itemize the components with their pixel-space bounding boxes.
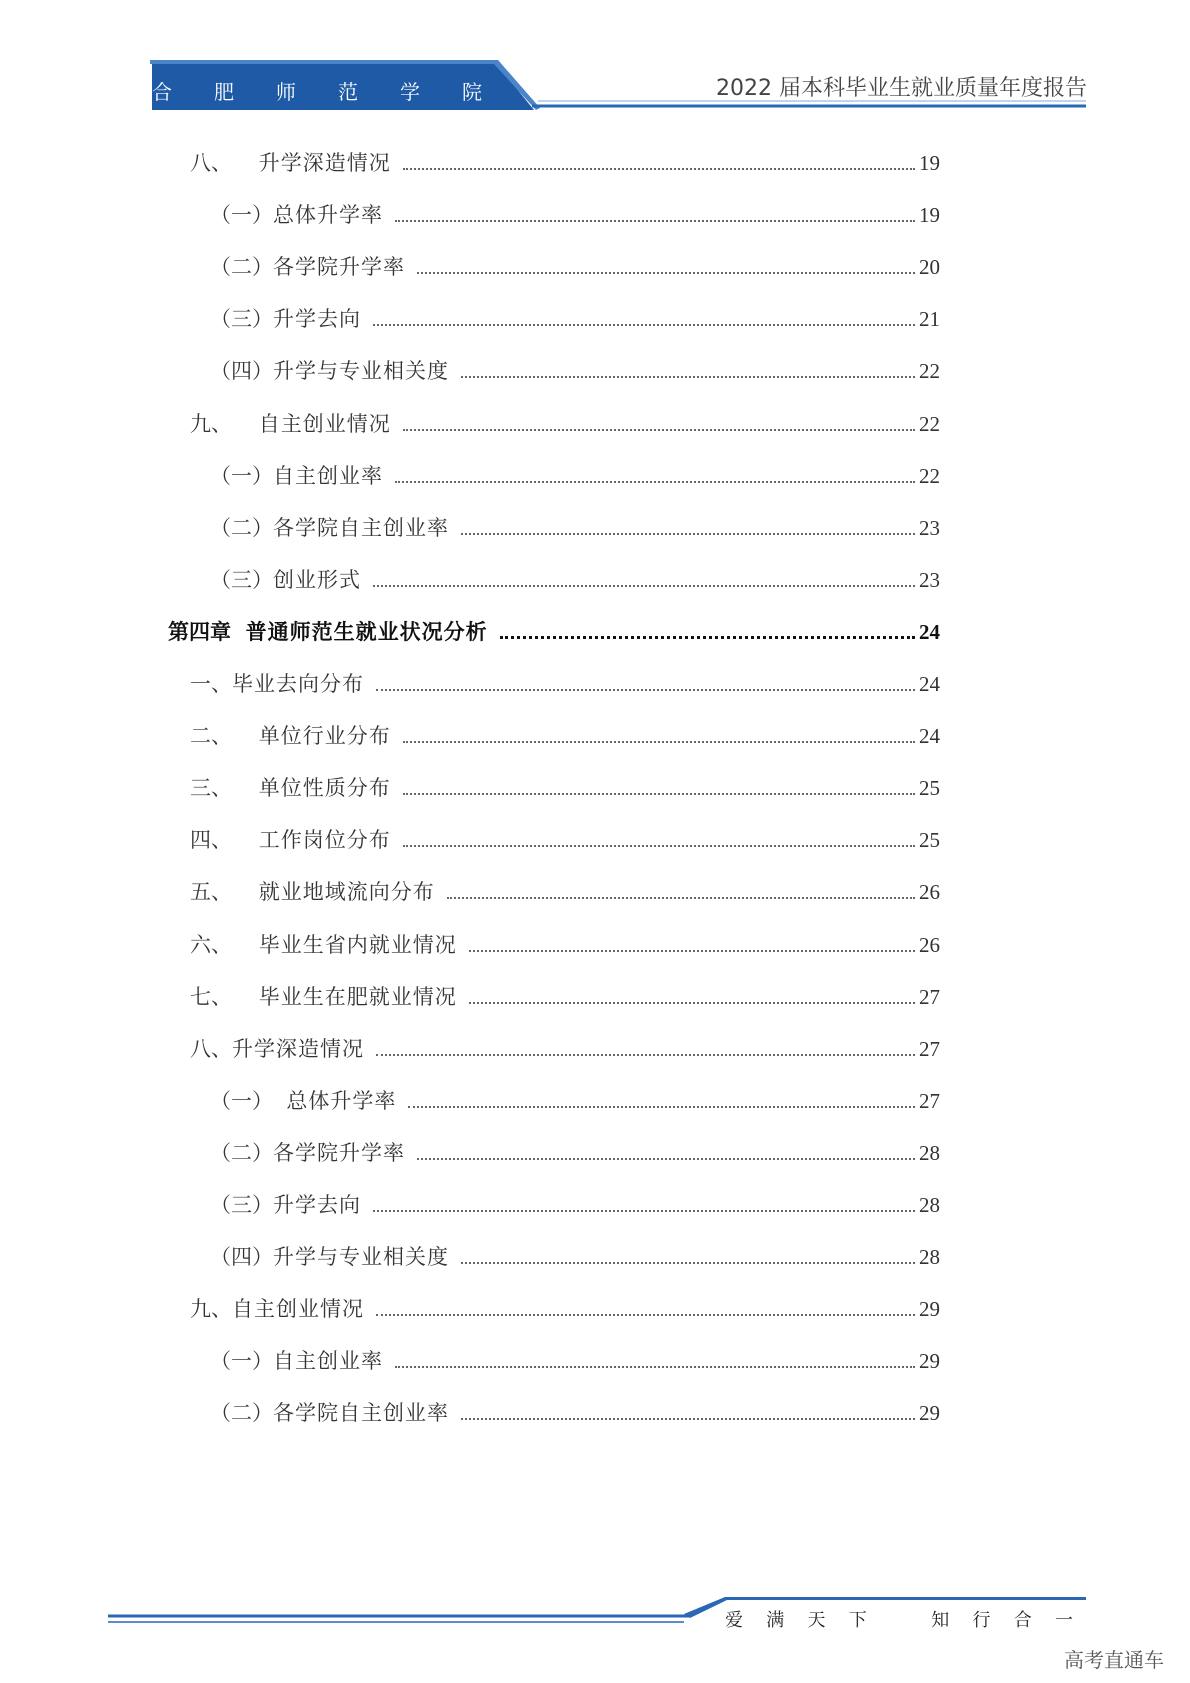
school-name-char: 院 — [462, 80, 482, 104]
toc-entry-number: 第四章 — [168, 618, 246, 644]
motto — [725, 1606, 1075, 1632]
toc-entry-page: 23 — [919, 567, 940, 592]
toc-entry-label: 各学院升学率 — [273, 255, 405, 280]
toc-entry-page: 29 — [919, 1297, 940, 1322]
school-name-char: 肥 — [214, 80, 234, 104]
toc-entry-number: （二） — [210, 255, 273, 280]
toc-entry-page: 28 — [919, 1140, 940, 1165]
toc-entry-label: 毕业生省内就业情况 — [258, 932, 457, 957]
toc-entry-label: 自主创业率 — [273, 1349, 383, 1374]
toc-entry-number: （三） — [210, 1193, 273, 1217]
toc-entry-label: 毕业去向分布 — [232, 672, 364, 696]
report-title: 2022 届本科毕业生就业质量年度报告 — [716, 76, 1087, 101]
toc-entry-number: 八、 — [190, 1036, 232, 1061]
toc-entry-label: 各学院自主创业率 — [273, 515, 449, 540]
toc-entry-page: 29 — [919, 1349, 940, 1374]
toc-entry-page: 22 — [919, 411, 940, 436]
toc-entry-label: 创业形式 — [273, 567, 361, 592]
toc-entry-page: 27 — [919, 1088, 940, 1113]
toc-entry-number: （一） — [210, 1349, 273, 1374]
toc-entry-label: 升学深造情况 — [232, 1036, 364, 1061]
toc-entry-number: 九、 — [190, 411, 259, 436]
toc-entry-page: 23 — [919, 515, 940, 540]
toc-entry-page: 26 — [919, 932, 940, 957]
toc-entry-number: （一） — [210, 203, 273, 228]
school-name-char: 合 — [152, 80, 172, 104]
toc-entry-page: 29 — [919, 1401, 940, 1426]
motto-char: 一 — [1055, 1610, 1073, 1631]
toc-entry-number: 四、 — [190, 828, 259, 853]
toc-entry-number: 七、 — [190, 984, 259, 1009]
motto-char: 天 — [807, 1610, 826, 1631]
toc-entry-number: 六、 — [190, 932, 259, 957]
toc-entry-page: 28 — [919, 1245, 940, 1270]
toc-entry-number: （二） — [210, 1140, 273, 1165]
school-name-char: 范 — [338, 80, 358, 104]
toc-entry-label: 升学去向 — [273, 307, 361, 332]
toc-entry-label: 毕业生在肥就业情况 — [258, 984, 457, 1009]
toc-entry-number: 二、 — [190, 724, 259, 749]
toc-entry-number: （二） — [210, 1401, 273, 1426]
toc-entry-page: 21 — [919, 307, 940, 332]
toc-entry-page: 19 — [919, 151, 940, 175]
toc-entry-number: （二） — [210, 515, 273, 540]
toc-entry-label: 总体升学率 — [286, 1088, 397, 1113]
toc-entry-page: 24 — [919, 672, 940, 696]
watermark-text: 高考直通车 — [1064, 1648, 1164, 1672]
toc-entry-label: 自主创业情况 — [258, 411, 391, 436]
toc-entry-number: （四） — [210, 359, 273, 384]
toc-entry-label: 工作岗位分布 — [258, 828, 391, 853]
toc-entry-page: 24 — [919, 619, 940, 644]
toc-entry-page: 25 — [919, 828, 940, 853]
toc-entry-label: 自主创业率 — [273, 463, 383, 488]
toc-entry-page: 19 — [919, 203, 940, 228]
toc-entry-label: 升学深造情况 — [258, 151, 391, 175]
motto-char — [890, 1606, 910, 1632]
toc-entry-page: 20 — [919, 255, 940, 280]
toc-entry-label: 各学院升学率 — [273, 1140, 405, 1165]
toc-entry-number: 五、 — [190, 880, 259, 905]
toc-entry-number: 八、 — [190, 151, 259, 175]
school-name-char: 师 — [276, 80, 296, 104]
motto-char: 合 — [1013, 1610, 1032, 1631]
toc-entry-label: 单位行业分布 — [258, 724, 391, 749]
toc-entry-label: 就业地域流向分布 — [258, 880, 435, 905]
toc-entry-label: 普通师范生就业状况分析 — [245, 618, 488, 644]
toc-entry-number: 三、 — [190, 776, 259, 801]
toc-entry-page: 27 — [919, 984, 940, 1009]
toc-entry-page: 22 — [919, 359, 940, 384]
toc-entry-number: 一、 — [190, 672, 232, 696]
school-name-char: 学 — [400, 80, 420, 104]
toc-entry-number: （一） — [210, 1088, 287, 1113]
motto-char: 行 — [972, 1610, 991, 1631]
toc-entry-label: 总体升学率 — [273, 203, 383, 228]
toc-entry-label: 升学与专业相关度 — [273, 359, 449, 384]
toc-entry-page: 28 — [919, 1193, 940, 1217]
toc-entry-page: 24 — [919, 724, 940, 749]
motto-char: 满 — [766, 1610, 785, 1631]
toc-entry-number: 九、 — [190, 1297, 232, 1322]
toc-entry-number: （一） — [210, 463, 273, 488]
toc-entry-label: 自主创业情况 — [232, 1297, 364, 1322]
toc-entry-label: 各学院自主创业率 — [273, 1401, 449, 1426]
toc-entry-page: 25 — [919, 776, 940, 801]
toc-entry-page: 22 — [919, 463, 940, 488]
toc-entry-label: 单位性质分布 — [258, 776, 391, 801]
motto-char: 下 — [848, 1610, 867, 1631]
toc-entry-number: （三） — [210, 567, 273, 592]
motto-char: 爱 — [725, 1610, 743, 1631]
toc-entry-label: 升学与专业相关度 — [273, 1245, 449, 1270]
toc-entry-number: （四） — [210, 1245, 273, 1270]
toc-entry-label: 升学去向 — [273, 1193, 361, 1217]
toc-entry-page: 26 — [919, 880, 940, 905]
motto-char: 知 — [931, 1610, 950, 1631]
toc-entry-page: 27 — [919, 1036, 940, 1061]
toc-entry-number: （三） — [210, 307, 273, 332]
